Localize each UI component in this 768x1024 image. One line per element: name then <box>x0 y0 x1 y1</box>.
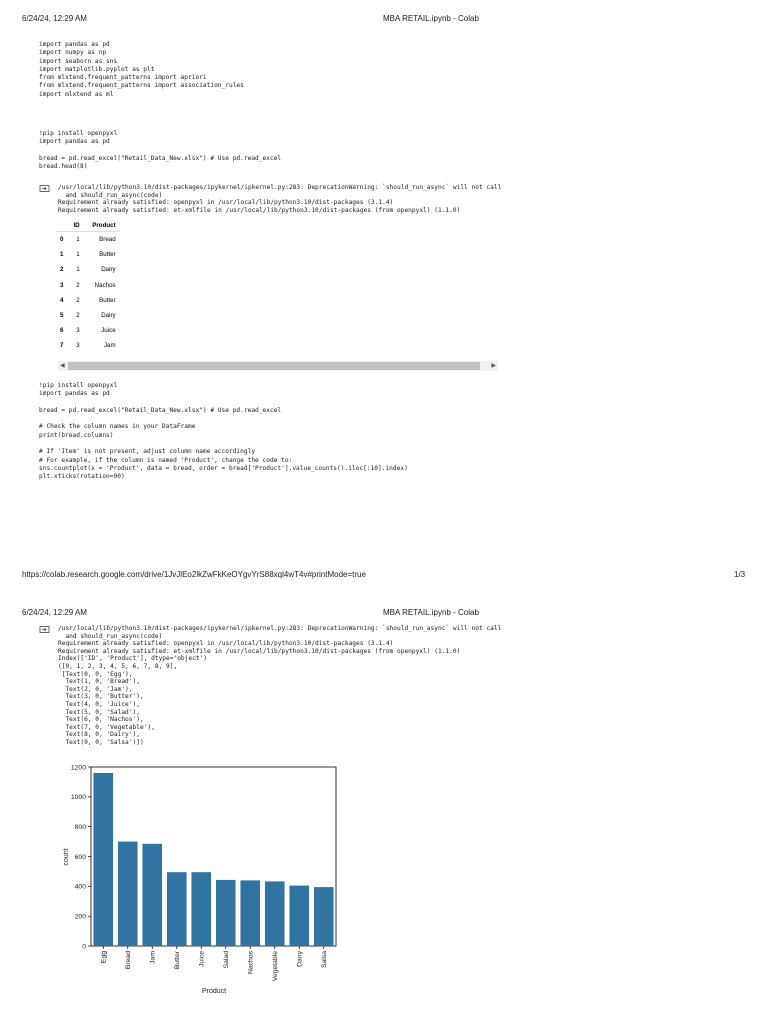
x-tick-label: Bread <box>125 951 133 970</box>
table-id-cell: 3 <box>76 342 80 350</box>
table-index-cell: 6 <box>60 327 64 335</box>
x-tick-label: Egg <box>100 951 108 964</box>
table-row <box>56 262 120 277</box>
table-column-header: Product <box>84 220 120 232</box>
bar-juice <box>191 872 211 946</box>
page1-datetime: 6/24/24, 12:29 AM <box>22 14 87 23</box>
bar-vegetable <box>265 881 285 946</box>
table-product-cell: Juice <box>101 327 116 335</box>
y-tick-label: 0 <box>82 943 86 951</box>
table-index-cell: 4 <box>60 296 64 304</box>
bar-jam <box>142 844 162 946</box>
table-product-cell: Butter <box>99 296 116 304</box>
x-tick-label: Butter <box>174 951 182 970</box>
bar-nachos <box>240 880 260 946</box>
y-tick-label: 400 <box>74 883 86 891</box>
scrollbar-thumb[interactable] <box>68 362 480 370</box>
page2-datetime: 6/24/24, 12:29 AM <box>22 608 87 617</box>
dataframe-table <box>56 220 120 354</box>
table-product-cell: Butter <box>99 251 116 259</box>
y-tick-label: 1000 <box>70 794 86 802</box>
bar-salsa <box>314 887 334 946</box>
bar-bread <box>118 842 138 946</box>
x-tick-label: Salad <box>223 951 231 969</box>
output-toggle-icon[interactable] <box>39 625 50 634</box>
y-tick-label: 600 <box>74 853 86 861</box>
bar-dairy <box>289 886 309 946</box>
page1-title: MBA RETAIL.ipynb - Colab <box>383 14 479 23</box>
y-tick-label: 200 <box>74 913 86 921</box>
table-row <box>56 247 120 262</box>
x-tick-label: Dairy <box>296 951 304 967</box>
x-tick-label: Salsa <box>321 951 329 969</box>
x-tick-label: Nachos <box>247 951 255 975</box>
bar-butter <box>167 872 187 946</box>
table-id-cell: 1 <box>76 251 80 259</box>
table-index-cell: 1 <box>60 251 64 259</box>
x-tick-label: Juice <box>198 951 206 967</box>
table-index-cell: 7 <box>60 342 64 350</box>
table-id-cell: 3 <box>76 327 80 335</box>
code-cell-read-excel[interactable]: !pip install openpyxl import pandas as pd bread = pd.read_excel("Retail_Data_New.xlsx") # Use pd.read_excel bread.head(8) <box>39 130 282 171</box>
table-id-cell: 1 <box>76 236 80 244</box>
scroll-left-arrow-icon[interactable]: ◀ <box>60 363 65 369</box>
table-id-cell: 2 <box>76 296 80 304</box>
table-product-cell: Jam <box>103 342 116 350</box>
scroll-right-arrow-icon[interactable]: ▶ <box>491 363 496 369</box>
x-tick-label: Jam <box>149 951 157 964</box>
table-row <box>56 323 120 338</box>
table-index-header <box>56 220 69 232</box>
table-row <box>56 293 120 308</box>
page1-footer-url: https://colab.research.google.com/drive/1JvJlEo2lkZwFkKeOYgvYrS88xql4wT4v#printMode=true <box>22 570 366 579</box>
x-axis-label: Product <box>201 988 227 995</box>
table-product-cell: Dairy <box>101 312 116 320</box>
page2-title: MBA RETAIL.ipynb - Colab <box>383 608 479 617</box>
output-toggle-icon[interactable] <box>39 184 50 193</box>
table-product-cell: Bread <box>99 236 116 244</box>
x-tick-label: Vegetable <box>272 951 280 982</box>
table-id-cell: 1 <box>76 266 80 274</box>
cell3-output-text: /usr/local/lib/python3.10/dist-packages/ipykernel/ipkernel.py:283: DeprecationWarning: `should_run_async` will not call and should_run_async(code) Requirement already satisfied: openpyxl in /usr/local/lib/python3.10/dist-packages (3.1.4) Requirement already satisfied: et-xmlfile in /usr/local/lib/python3.10/dist-packages (from openpyxl) (1.1.0) Index(['ID', 'Product'], dtype='object') ([0, 1, 2, 3, 4, 5, 6, 7, 8, 9], [Text(0, 0, 'Egg'), Text(1, 0, 'Bread'), Text(2, 0, 'Jam'), Text(3, 0, 'Butter'), Text(4, 0, 'Juice'), Text(5, 0, 'Salad'), Text(6, 0, 'Nachos'), Text(7, 0, 'Vegetable'), Text(8, 0, 'Dairy'), Text(9, 0, 'Salsa')]) <box>58 625 502 746</box>
horizontal-scrollbar[interactable] <box>58 361 498 371</box>
code-cell-countplot[interactable]: !pip install openpyxl import pandas as pd bread = pd.read_excel("Retail_Data_New.xlsx") # Use pd.read_excel # Check the column names in your DataFrame print(bread.columns) # If 'Item' is not present, adjust column name accordingly # For example, if the column is named 'Product', change the code to: sns.countplot(x = 'Product', data = bread, order = bread['Product'].value_counts().iloc[:10].index) plt.xticks(rotation=90) <box>39 382 408 481</box>
cell2-output-text: /usr/local/lib/python3.10/dist-packages/ipykernel/ipkernel.py:283: DeprecationWarning: `should_run_async` will not call and should_run_async(code) Requirement already satisfied: openpyxl in /usr/local/lib/python3.10/dist-packages (3.1.4) Requirement already satisfied: et-xmlfile in /usr/local/lib/python3.10/dist-packages (from openpyxl) (1.1.0) <box>58 184 502 214</box>
code-cell-imports[interactable]: import pandas as pd import numpy as np import seaborn as sns import matplotlib.pyplot as plt from mlxtend.frequent_patterns import apriori from mlxtend.frequent_patterns import association_rules import mlxtend as ml <box>39 41 244 98</box>
plot-frame <box>91 767 336 946</box>
table-header-row <box>56 220 120 232</box>
table-product-cell: Nachos <box>94 281 116 289</box>
y-tick-label: 1200 <box>70 764 86 772</box>
y-tick-label: 800 <box>74 823 86 831</box>
table-index-cell: 0 <box>60 236 64 244</box>
table-column-header: ID <box>69 220 83 232</box>
table-body <box>56 232 120 354</box>
table-row <box>56 278 120 293</box>
table-product-cell: Dairy <box>101 266 116 274</box>
y-axis-label: count <box>63 848 70 866</box>
table-row <box>56 308 120 323</box>
bar-egg <box>93 773 113 946</box>
table-index-cell: 5 <box>60 312 64 320</box>
page1-footer-page-number: 1/3 <box>734 570 746 579</box>
bar-salad <box>216 880 236 946</box>
table-id-cell: 2 <box>76 281 80 289</box>
table-row <box>56 338 120 353</box>
table-row <box>56 232 120 248</box>
table-id-cell: 2 <box>76 312 80 320</box>
table-index-cell: 2 <box>60 266 64 274</box>
table-index-cell: 3 <box>60 281 64 289</box>
